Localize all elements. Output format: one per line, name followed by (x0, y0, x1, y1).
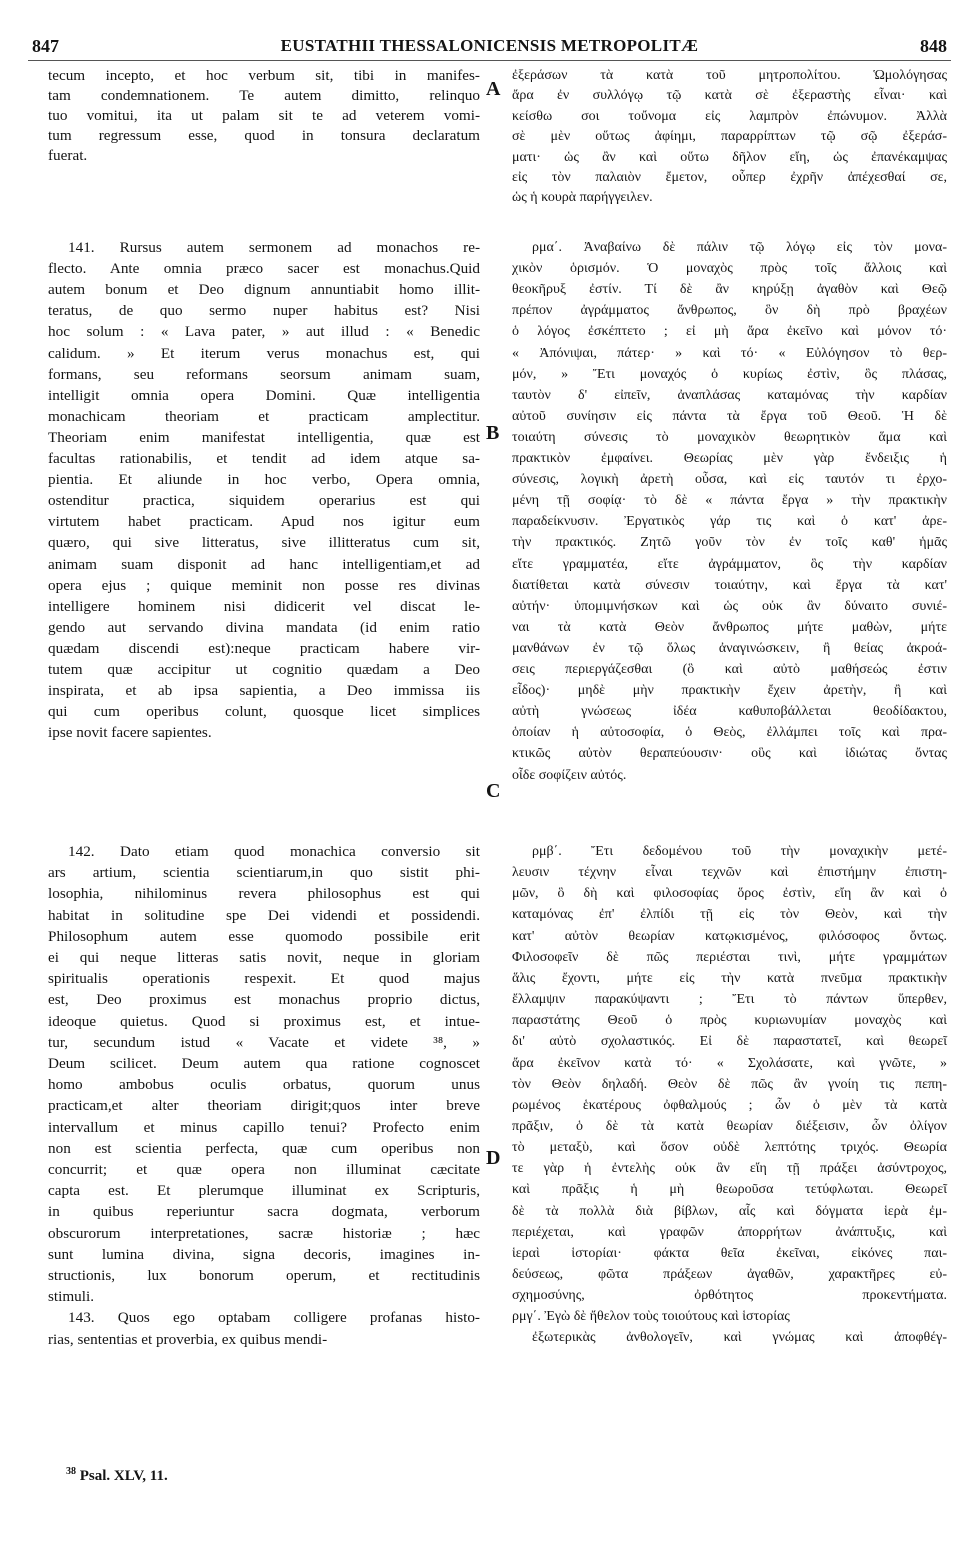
margin-marker-c: C (486, 780, 501, 802)
latin-text-line: sunt lumina divina, signa decoris, imagines in- (48, 1245, 480, 1263)
latin-text-line: intervallum et minus capillo tenui? Profecto enim (48, 1118, 480, 1136)
latin-text-line: hoc solum : « Lava pater, » aut illud : « Benedic (48, 323, 480, 341)
greek-text-line: ἄρα ἐκεῖνον κατὰ τό· « Σχολάσατε, καὶ γνῶτε, » (512, 1055, 947, 1071)
greek-text-line: παραδείκνυσιν. Ἐργατικὸς γάρ τις καὶ ὁ κατ' ἀρε- (512, 514, 947, 530)
latin-text-line: animam suam disponit ad hanc intelligentiam,et ad (48, 555, 480, 573)
greek-text-line: « Ἀπόνιψαι, πάτερ· » καὶ τό· « Εὐλόγησον τὸ θερ- (512, 345, 947, 361)
latin-text-line: flecto. Ante omnia præco sacer est monachus.Quid (48, 260, 480, 278)
greek-text-line: ρμβ΄. Ἔτι δεδομένου τοῦ τὴν μοναχικὴν μετέ- (532, 844, 947, 859)
footnote-number: 38 (66, 1466, 76, 1477)
latin-text-line: tur, secundum istud « Vacate et videte ³⁸, » (48, 1033, 480, 1051)
latin-text-line: tecum incepto, et hoc verbum sit, tibi in manifes- (48, 67, 480, 84)
latin-text-line: opera ejus ; quique meminit non posse res divinas (48, 576, 480, 594)
latin-text-line: spiritualis operationis respexit. Et quod majus (48, 970, 480, 988)
greek-text-line: Φιλοσοφεῖν δὲ πῶς περιέσται τινὶ, μήτε γραμμάτων (512, 949, 947, 965)
latin-text-line: est, Deo proximus est monachus proprio dictus, (48, 991, 480, 1009)
greek-text-line: εἴτε γραμματέα, εἴτε ἀγράμματον, ὃς τὴν καρδίαν (512, 556, 947, 572)
greek-text-line: ἐξωτερικὰς ἀνθολογεῖν, καὶ γνώμας καὶ ἀποφθέγ- (532, 1330, 947, 1346)
running-title: EUSTATHII THESSALONICENSIS METROPOLITÆ (280, 36, 699, 55)
latin-text-line: tuo vomitui, ita ut palam sit te ad veterem vomi- (48, 107, 480, 125)
latin-text-line: concurrit; et quæ opera non illuminat cæcitate (48, 1161, 480, 1178)
greek-text-line: καὶ πρᾶξις ἡ μὴ θεωροῦσα τετύφλωται. Θεωρεῖ (512, 1182, 947, 1198)
latin-text-line: 142. Dato etiam quod monachica conversio sit (68, 843, 480, 860)
greek-text-line: τὴν πρακτικός. Ζητῶ γοῦν τὸν ἐν τοῖς καθ' ἡμᾶς (512, 535, 947, 551)
greek-text-line: κείσθω σοι τοὔνομα εἰς λαμπρὸν ἐπώνυμον. Ἀλλὰ (512, 108, 947, 124)
greek-text-line: τοιαύτη σύνεσις τὸ μοναχικὸν θεωρητικὸν ἅμα καὶ (512, 429, 947, 445)
greek-text-line: ἄρα ἐν συλλόγῳ τῷ κατὰ σὲ ἐξεραστὴς εἶναι· καὶ (512, 88, 947, 104)
latin-text-line: intelligere hominem nisi didicerit vel discat le- (48, 597, 480, 615)
greek-text-line: σὲ μὲν οὕτως ἀφίημι, παραρρίπτων τῷ σῷ ἐξεράσ- (512, 129, 947, 145)
greek-text-line: καταμόνας ἐπ' ἐλπίδι τῇ εἰς τὸν Θεὸν, καὶ τὴν (512, 907, 947, 923)
greek-text-line: αὐτοῦ συνίησιν εἰς πάντα τὰ ἔργα τοῦ Θεοῦ. Ἡ δὲ (512, 408, 947, 424)
latin-text-line: habitat in solitudine spe Dei videndi et possidendi. (48, 906, 480, 924)
running-header (28, 34, 951, 61)
latin-text-line: obscurorum interpretationes, sacræ historiæ ; hæc (48, 1224, 480, 1242)
greek-text-line: ρωμένος ἑκατέρους ὀφθαλμούς ; ὧν ὁ μὲν τὰ κατὰ (512, 1097, 947, 1113)
greek-text-line: τὸ μεταξὺ, καὶ ὅσον οὐδὲ λεπτότης τριχός. Θεωρία (512, 1140, 947, 1156)
greek-text-line: κατ' αὐτὸν θεωρίαν κατῳκισμένος, φιλόσοφος ὄντως. (512, 928, 947, 944)
greek-text-line: οἶδε σοφίζειν αὐτός. (512, 767, 627, 783)
greek-text-line: παραστάτης Θεοῦ ὁ πρὸς κυριωνυμίαν μοναχὸς καὶ (512, 1013, 947, 1029)
greek-text-line: μένη τῇ σοφίᾳ· τὸ δὲ « πάντα ἔργα » τὴν πρακτικὴν (512, 493, 947, 509)
greek-text-line: ρμα΄. Ἀναβαίνω δὲ πάλιν τῷ λόγῳ εἰς τὸν μονα- (532, 240, 947, 255)
latin-text-line: pientia. Et aliunde in hoc verbo, Opera omnia, (48, 471, 480, 489)
footnote-text: Psal. XLV, 11. (79, 1468, 168, 1484)
margin-marker-b: B (486, 422, 500, 444)
latin-text-line: 141. Rursus autem sermonem ad monachos re- (68, 239, 480, 256)
latin-text-line: virtutem habet practicam. Apud nos igitur eum (48, 513, 480, 531)
latin-text-line: fuerat. (48, 147, 88, 165)
latin-text-line: 143. Quos ego optabam colligere profanas histo- (68, 1309, 480, 1327)
latin-text-line: non est scientia perfecta, quæ cum operibus non (48, 1139, 480, 1157)
latin-text-line: homo ambobus oculis orbatus, quorum unus (48, 1076, 480, 1094)
greek-text-line: ἐξεράσων τὰ κατὰ τοῦ μητροπολίτου. Ὡμολόγησας (512, 68, 947, 83)
latin-text-line: ipse novit facere sapientes. (48, 724, 212, 742)
greek-text-line: λευσιν τέχνην εἶναι τεχνῶν καὶ ἐπιστήμην ἐπιστη- (512, 865, 947, 881)
latin-text-line: in quibus reperiuntur sacra dogmata, verborum (48, 1203, 480, 1221)
latin-text-line: Philosophum autem esse quomodo possibile erit (48, 927, 480, 945)
greek-text-line: δεύσεως, φῶτα πράξεων ἀγαθῶν, χαρακτῆρες εὐ- (512, 1267, 947, 1282)
latin-text-line: tum regressum esse, quod in tonsura declaratum (48, 127, 480, 145)
greek-text-line: αὐτὴ γνώσεως ἰδέα καθυποβάλλεται θεοδίδακτου, (512, 704, 947, 720)
greek-text-line: πρακτικὸν ἐμφαίνει. Θεωρίας μὲν γὰρ ἔνδειξις ἡ (512, 451, 947, 466)
latin-text-line: Deum scilicet. Deum autem qua ratione cognoscet (48, 1055, 480, 1072)
greek-text-line: σύνεσις, λογικὴ ἀρετὴ οὖσα, καὶ εἰς ταυτόν τι ἐρχο- (512, 472, 947, 488)
latin-text-line: intelligit omnia opera Domini. Quæ intelligentia (48, 386, 480, 404)
latin-text-line: formans, seu reformans seorsum animam suam, (48, 365, 480, 383)
latin-text-line: tutem quæ accipitur ut cognitio quædam a Deo (48, 661, 480, 678)
greek-text-line: διατίθεται κατὰ σύνεσιν τοιαύτην, καὶ ἔργα τὰ κατ' (512, 577, 947, 593)
margin-marker-a: A (486, 78, 501, 100)
greek-text-line: ἔλλαμψιν παρακύψαντι ; Ἔτι τὸ πάντων ὕπερθεν, (512, 992, 947, 1008)
greek-text-line: πρᾶξιν, ὁ δὲ τὰ κατὰ θεωρίαν διέξεισιν, ὧν ὀλίγον (512, 1118, 947, 1134)
latin-text-line: quæro, qui sive litteratus, sive illitteratus cum sit, (48, 534, 480, 552)
greek-text-line: ὁ λόγος ἐσκέπτετο ; εἰ μὴ ἄρα ἐκεῖνο καὶ μόνον τό· (512, 324, 947, 340)
latin-text-line: quædam discendi est):neque practicam habere vir- (48, 639, 480, 657)
latin-text-line: inspirata, et ab ipsa sapientia, a Deo immissa iis (48, 682, 480, 700)
greek-text-line: μῶν, ὃ δὴ καὶ φιλοσοφίας ὅρος ἐστὶν, εἴη ἂν καὶ ὁ (512, 886, 947, 902)
greek-text-line: δι' αὐτὸ σχολαστικός. Εἰ δὲ παραστατεῖ, καὶ θεωρεῖ (512, 1034, 947, 1050)
greek-text-line: ἅλις ἔχοντι, μήτε εἰς τὴν κατὰ πνεῦμα πρακτικὴν (512, 970, 947, 986)
latin-text-line: practicam,et alter theoriam dirigit;quos inter breve (48, 1097, 480, 1115)
latin-text-line: monachicam theoriam et practicam amplectitur. (48, 407, 480, 425)
latin-text-line: qui cum operibus colunt, quosque licet simplices (48, 703, 480, 721)
latin-text-line: ideoque quietus. Quod si proximus est, et intue- (48, 1012, 480, 1030)
right-page-number: 848 (920, 36, 947, 56)
latin-text-line: capta est. Et plerumque illuminat ex Scripturis, (48, 1182, 480, 1200)
greek-text-line: χικὸν ὁρισμόν. Ὁ μοναχὸς πρὸς τοῖς ἄλλοις καὶ (512, 261, 947, 277)
greek-text-line: θεοκῆρυξ ἐστίν. Τί δὲ ἂν κηρύξῃ ἀγαθὸν καὶ Θεῷ (512, 282, 947, 298)
latin-text-line: rias, sententias et proverbia, ex quibus mendi- (48, 1330, 328, 1348)
greek-text-line: ναι τὰ κατὰ Θεὸν ἄνθρωπος μήτε μαθὼν, μήτε (512, 619, 947, 635)
greek-text-line: ἱεραὶ ἱστορίαι· φάκτα θεῖα ἐκεῖναι, εἰκόνες παι- (512, 1245, 947, 1261)
latin-text-line: calidum. » Et iterum verus monachus est, qui (48, 344, 480, 362)
latin-text-line: stimuli. (48, 1288, 94, 1306)
latin-text-line: ostenditur practica, siquidem operarius est qui (48, 492, 480, 510)
greek-text-line: μόν, » Ἔτι μοναχός ὁ κυρίως ἐστὶν, ὃς πλάσας, (512, 366, 947, 382)
greek-text-line: κτικῶς αὐτὸν θεραπεύουσιν· οὓς καὶ ἰδιώτας ὄντας (512, 746, 947, 762)
greek-text-line: πρέπον ἀγράμματος ἄνθρωπος, ὃν δὴ πρὸ βραχέων (512, 303, 947, 319)
greek-text-line: σεις περιεργάζεσθαι (ὃ καὶ αὐτὸ μαθήσεώς ἐστιν (512, 662, 947, 677)
margin-marker-d: D (486, 1147, 501, 1169)
greek-text-line: σχημοσύνης, ὀρθότητος προκεντήματα. (512, 1288, 947, 1304)
latin-text-line: teratus, de quo sermo nuper habitus est? Nisi (48, 302, 480, 320)
greek-text-line: εἶδος)· μηδὲ μὴν πρακτικὴν ἔχειν ἀρετὴν, ἢ καὶ (512, 683, 947, 699)
greek-text-line: τε γὰρ ἡ ἐντελὴς οὐκ ἂν εἴη τῇ πράξει ἀσύντροχος, (512, 1161, 947, 1177)
greek-text-line: ὡς ἡ κουρὰ παρήγγειλεν. (512, 190, 653, 206)
left-page-number: 847 (32, 36, 59, 56)
latin-text-line: Theoriam enim manifestat intelligentia, quæ est (48, 428, 480, 446)
greek-text-line: ματι· ὡς ἂν καὶ οὕτω δῆλον εἴη, ὡς ἐπανέκαμψας (512, 149, 947, 165)
greek-text-line: περιέχεται, καὶ γραφῶν ἀπορρήτων ἀνάπτυξις, καὶ (512, 1224, 947, 1240)
greek-text-line: αὐτήν· ὑπομιμνήσκων καὶ ὡς οὐκ ἂν δύναιτο συνιέ- (512, 598, 947, 614)
latin-text-line: facultas rationabilis, et tendit ad idem atque sa- (48, 450, 480, 467)
latin-text-line: losophia, nihilominus revera philosophus est qui (48, 885, 480, 903)
latin-text-line: structionis, lux bonorum operum, et rectitudinis (48, 1267, 480, 1284)
latin-text-line: tam condemnationem. Te autem dimitto, relinquo (48, 87, 480, 105)
latin-text-line: gendo aut servando divina mandata (id enim ratio (48, 618, 480, 636)
greek-text-line: ρμγ΄. Ἐγὼ δὲ ἤθελον τοὺς τοιούτους καὶ ἱστορίας (512, 1309, 790, 1325)
greek-text-line: ταυτὸν δ' εἰπεῖν, ἀναπλάσας καταμόνας τὴν καρδίαν (512, 387, 947, 403)
footnote (66, 1466, 168, 1485)
greek-text-line: εἰς τὸν παλαιὸν ἔμετον, οὗπερ ἐχρῆν ἀπέχεσθαί σε, (512, 170, 947, 185)
greek-text-line: μανθάνων ἐν τῷ ὅλως ἀναγινώσκειν, ἢ θείας ἀκροά- (512, 640, 947, 656)
greek-text-line: ὁποίαν ἡ αὐτοσοφία, ὁ Θεὸς, ἐλλάμπει τοῖς καὶ πρα- (512, 725, 947, 741)
greek-text-line: δὲ τὰ πολλὰ διὰ βίβλων, αἷς καὶ δόγματα ἱερὰ ἐμ- (512, 1203, 947, 1219)
latin-text-line: ars artium, scientia scientiarum,in quo sistit phi- (48, 864, 480, 882)
greek-text-line: τὸν Θεὸν δηλαδή. Θεὸν δὲ πῶς ἂν γνοίη τις πεπη- (512, 1076, 947, 1092)
latin-text-line: autem bonum et Deo dignum annuntiabit homo illit- (48, 281, 480, 299)
latin-text-line: ei qui neque litteras satis novit, neque in gloriam (48, 949, 480, 966)
